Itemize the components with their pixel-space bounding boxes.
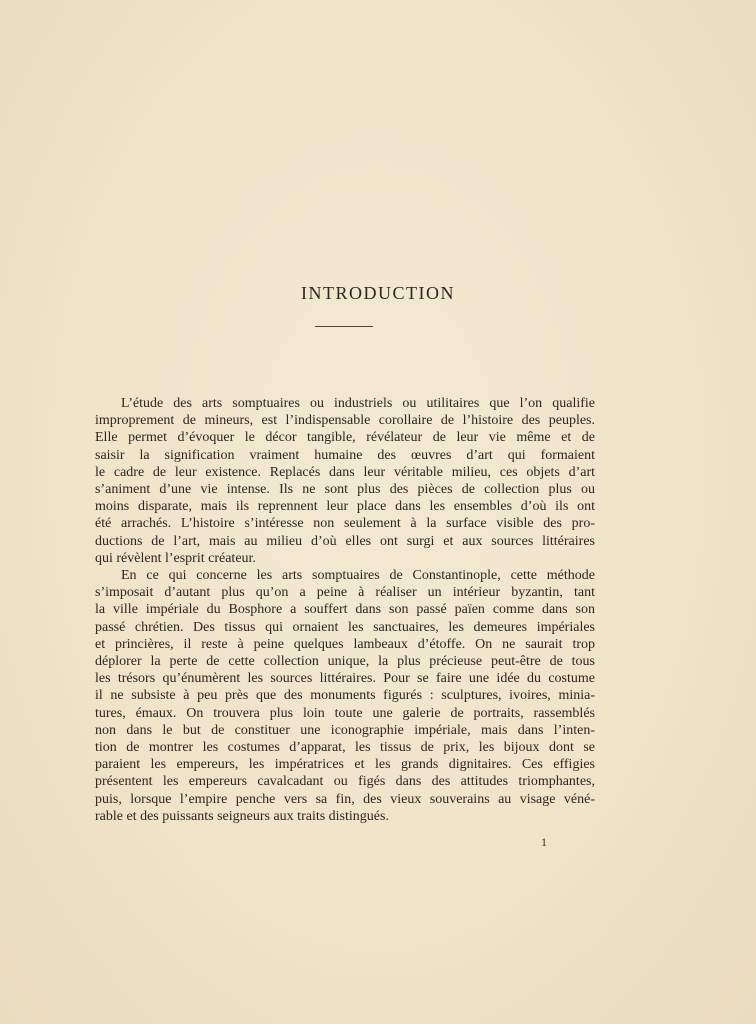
text-line: ductions de l’art, mais au milieu d’où elles ont surgi et aux sources littéraires (95, 533, 595, 549)
text-line: qui révèlent l’esprit créateur. (95, 550, 256, 566)
text-line: puis, lorsque l’empire penche vers sa fin, des vieux souverains au visage véné- (95, 791, 595, 807)
text-line: En ce qui concerne les arts somptuaires de Constantinople, cette méthode (121, 568, 595, 584)
text-line: moins disparate, mais ils reprennent leur place dans les ensembles d’où ils ont (95, 499, 595, 515)
text-line: tion de montrer les costumes d’apparat, les tissus de prix, les bijoux dont se (95, 740, 595, 756)
text-line: présentent les empereurs cavalcadant ou figés dans des attitudes triomphantes, (95, 774, 595, 790)
heading-rule (315, 326, 373, 327)
text-line: s’animent d’une vie intense. Ils ne sont plus des pièces de collection plus ou (95, 482, 595, 498)
text-line: les trésors qu’énumèrent les sources littéraires. Pour se faire une idée du costume (95, 671, 595, 687)
text-line: improprement de mineurs, est l’indispensable corollaire de l’histoire des peuples. (95, 413, 595, 429)
text-line: saisir la signification vraiment humaine des œuvres d’art qui formaient (95, 447, 595, 463)
text-line: été arrachés. L’histoire s’intéresse non seulement à la surface visible des pro- (95, 516, 595, 532)
text-line: paraient les empereurs, les impératrices et les grands dignitaires. Ces effigies (95, 757, 595, 773)
text-line: déplorer la perte de cette collection unique, la plus précieuse peut-être de tous (95, 654, 595, 670)
text-line: passé chrétien. Des tissus qui ornaient les sanctuaires, les demeures impériales (95, 619, 595, 635)
text-line: la ville impériale du Bosphore a souffert dans son passé païen comme dans son (95, 602, 595, 618)
text-line: rable et des puissants seigneurs aux traits distingués. (95, 808, 389, 824)
page-number: 1 (541, 835, 547, 849)
text-line: il ne subsiste à peu près que des monuments figurés : sculptures, ivoires, minia- (95, 688, 595, 704)
text-line: le cadre de leur existence. Replacés dans leur véritable milieu, ces objets d’art (95, 464, 595, 480)
text-line: tures, émaux. On trouvera plus loin toute une galerie de portraits, rassemblés (95, 705, 595, 721)
text-line: Elle permet d’évoquer le décor tangible, révélateur de leur vie même et de (95, 430, 595, 446)
chapter-heading: INTRODUCTION (301, 283, 455, 303)
text-line: s’imposait d’autant plus qu’on a peine à réaliser un intérieur byzantin, tant (95, 585, 595, 601)
text-line: L’étude des arts somptuaires ou industriels ou utilitaires que l’on qualifie (121, 396, 595, 411)
text-line: et princières, il reste à peine quelques lambeaux d’étoffe. On ne saurait trop (95, 636, 595, 652)
body-text (95, 395, 595, 825)
text-line: non dans le but de constituer une iconographie impériale, mais dans l’inten- (95, 722, 595, 738)
